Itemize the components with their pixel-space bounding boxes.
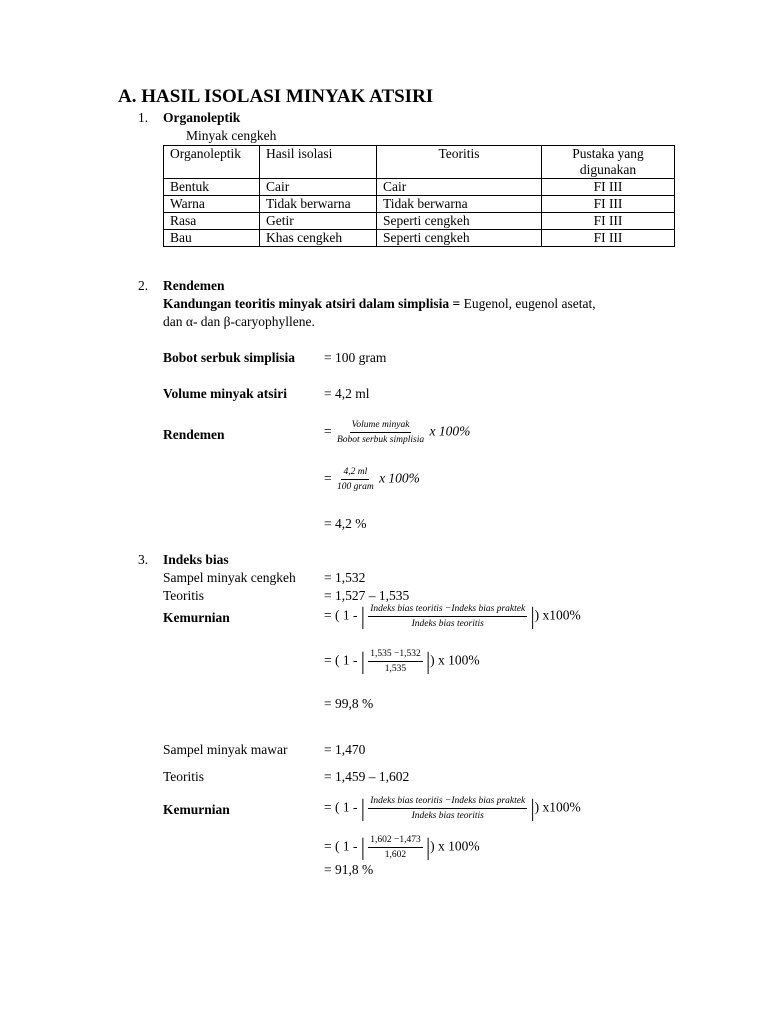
bobot-label: Bobot serbuk simplisia xyxy=(163,350,296,365)
sampel2-label: Sampel minyak mawar xyxy=(163,742,288,757)
fraction-numerator: 1,535 −1,532 xyxy=(368,648,422,662)
rendemen-fraction xyxy=(335,466,376,493)
formula-tail: ) x100% xyxy=(534,607,581,623)
formula-prefix: = ( 1 - xyxy=(324,652,361,668)
fraction-denominator: Indeks bias teoritis xyxy=(411,811,484,821)
sampel1-value: = 1,532 xyxy=(324,570,366,585)
fraction-denominator: Indeks bias teoritis xyxy=(411,619,484,629)
teoritis1-label: Teoritis xyxy=(163,588,205,603)
section-2-heading: Rendemen xyxy=(163,278,225,293)
formula-tail: x 100% xyxy=(379,470,420,486)
table-header-cell: Organoleptik xyxy=(164,146,260,179)
kemurnian-fraction xyxy=(368,834,422,861)
rendemen-formula xyxy=(324,419,470,446)
formula-tail: ) x 100% xyxy=(430,838,480,854)
fraction-denominator: 1,535 xyxy=(384,664,407,674)
kandungan-label: Kandungan teoritis minyak atsiri dalam simplisia = xyxy=(163,296,461,311)
page-title: A. HASIL ISOLASI MINYAK ATSIRI xyxy=(118,86,434,107)
table-cell: Rasa xyxy=(164,213,260,230)
section-3-heading: Indeks bias xyxy=(163,552,229,567)
sampel1-label: Sampel minyak cengkeh xyxy=(163,570,296,585)
table-subtitle: Minyak cengkeh xyxy=(186,128,277,143)
fraction-numerator: 1,602 −1,473 xyxy=(368,834,422,848)
kemurnian-fraction xyxy=(368,603,527,630)
formula-prefix: = ( 1 - xyxy=(324,607,361,623)
table-row xyxy=(164,196,675,213)
table-cell: Getir xyxy=(260,213,377,230)
kemurnian-label: Kemurnian xyxy=(163,610,230,625)
kandungan-value: Eugenol, eugenol asetat, xyxy=(460,296,596,311)
table-cell: FI III xyxy=(542,179,675,196)
kemurnian-fraction xyxy=(368,648,422,675)
sampel2-value: = 1,470 xyxy=(324,742,366,757)
table-cell: FI III xyxy=(542,213,675,230)
fraction-numerator: Indeks bias teoritis −Indeks bias praktek xyxy=(368,795,527,809)
table-cell: Seperti cengkeh xyxy=(377,213,542,230)
kemurnian-fraction xyxy=(368,795,527,822)
table-cell: Cair xyxy=(260,179,377,196)
kemurnian-formula: = ( 1 - | $\frac{\text{Indeks bias teoritis −Indeks bias praktek}}{\text{Indeks bias teoritis}}$ |) x100% xyxy=(324,603,581,630)
table-cell: Khas cengkeh xyxy=(260,230,377,247)
table-row xyxy=(164,213,675,230)
table-cell: Bau xyxy=(164,230,260,247)
formula-tail: x 100% xyxy=(429,423,471,439)
teoritis2-value: = 1,459 – 1,602 xyxy=(324,769,410,784)
volume-value: = 4,2 ml xyxy=(324,386,370,401)
equals-sign: = xyxy=(324,470,332,486)
equals-sign: = xyxy=(324,423,332,439)
fraction-numerator: Indeks bias teoritis −Indeks bias praktek xyxy=(368,603,527,617)
section-1-number: 1. xyxy=(138,110,149,125)
volume-label: Volume minyak atsiri xyxy=(163,386,288,401)
table-cell: Cair xyxy=(377,179,542,196)
rendemen-label: Rendemen xyxy=(163,427,225,442)
rendemen-fraction xyxy=(335,419,426,446)
table-header-cell: Teoritis xyxy=(377,146,542,179)
formula-tail: ) x 100% xyxy=(430,652,480,668)
table-cell: FI III xyxy=(542,196,675,213)
table-cell: Warna xyxy=(164,196,260,213)
fraction-denominator: 100 gram xyxy=(337,482,374,492)
kemurnian-result-1: = 99,8 % xyxy=(324,696,374,711)
section-2-number: 2. xyxy=(138,278,149,293)
kemurnian-calculation: = ( 1 - | $\frac{1,535 -1,532}{1,535}$ |) x 100% xyxy=(324,648,480,675)
fraction-numerator: Volume minyak xyxy=(350,419,412,433)
kemurnian2-formula: = ( 1 - | $\frac{\text{Indeks bias teoritis −Indeks bias praktek}}{\text{Indeks bias teoritis}}$ |) x100% xyxy=(324,795,581,822)
table-cell: Bentuk xyxy=(164,179,260,196)
kemurnian2-calculation: = ( 1 - | $\frac{1,602 -1,473}{1,602}$ |) x 100% xyxy=(324,834,480,861)
rendemen-calculation xyxy=(324,466,420,493)
fraction-numerator: 4,2 ml xyxy=(341,466,369,480)
formula-prefix: = ( 1 - xyxy=(324,799,361,815)
rendemen-result: = 4,2 % xyxy=(324,516,367,531)
table-header-cell: Hasil isolasi xyxy=(260,146,377,179)
table-cell: FI III xyxy=(542,230,675,247)
organoleptik-table xyxy=(163,145,675,247)
formula-prefix: = ( 1 - xyxy=(324,838,361,854)
formula-tail: ) x100% xyxy=(534,799,581,815)
kandungan-line-2: dan α- dan β-caryophyllene. xyxy=(163,314,315,329)
bobot-value: = 100 gram xyxy=(324,350,387,365)
table-cell: Tidak berwarna xyxy=(260,196,377,213)
table-cell: Seperti cengkeh xyxy=(377,230,542,247)
teoritis2-label: Teoritis xyxy=(163,769,205,784)
teoritis1-value: = 1,527 – 1,535 xyxy=(324,588,410,603)
kemurnian-result-2: = 91,8 % xyxy=(324,862,374,877)
table-row xyxy=(164,230,675,247)
kandungan-line xyxy=(163,296,596,312)
section-1-heading: Organoleptik xyxy=(163,110,241,125)
table-cell: Tidak berwarna xyxy=(377,196,542,213)
table-header-cell: Pustaka yang digunakan xyxy=(542,146,675,179)
fraction-denominator: Bobot serbuk simplisia xyxy=(337,435,425,445)
section-3-number: 3. xyxy=(138,552,149,567)
table-header-row xyxy=(164,146,675,179)
kemurnian2-label: Kemurnian xyxy=(163,802,230,817)
table-row xyxy=(164,179,675,196)
fraction-denominator: 1,602 xyxy=(384,850,407,860)
